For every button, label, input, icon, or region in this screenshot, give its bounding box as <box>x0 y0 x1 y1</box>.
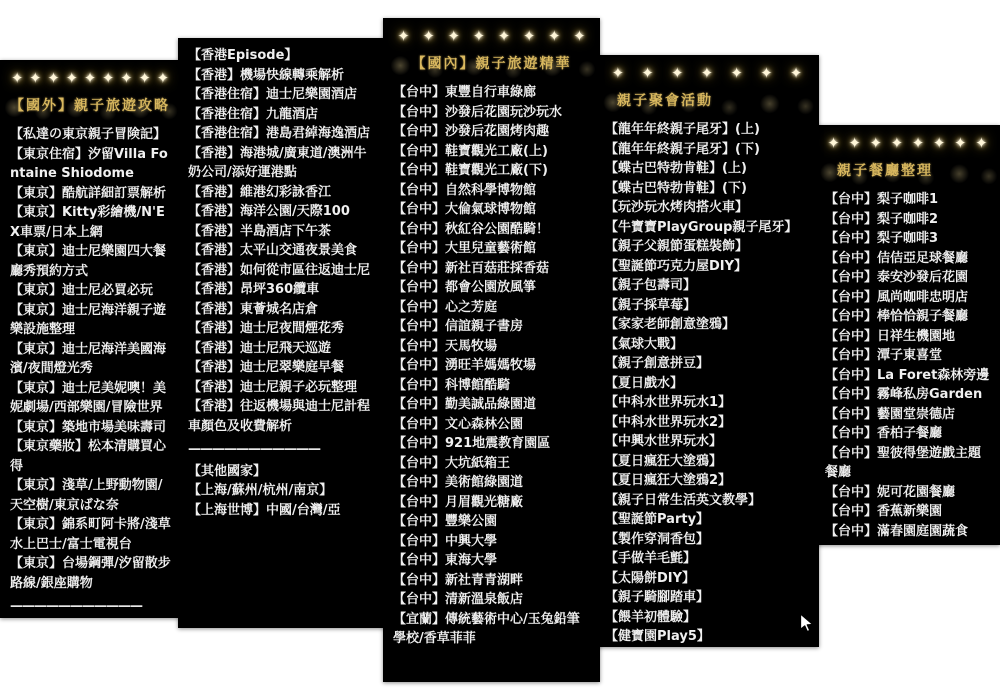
list-item-link[interactable]: 【蝶古巴特勃肯鞋】(上) <box>605 161 747 176</box>
panel-overseas-header <box>0 60 180 121</box>
list-item-link[interactable]: 【東京】迪士尼樂園四大餐廳秀預約方式 <box>10 244 167 279</box>
list-item-link[interactable]: 【台中】文心森林公園 <box>393 416 524 432</box>
list-item-link[interactable]: 【餵羊初體驗】 <box>605 609 697 625</box>
sparkle-light-icon: ✦ <box>29 68 42 87</box>
list-item-link[interactable]: 【東京】迪士尼海洋親子遊樂設施整理 <box>10 302 167 337</box>
panel-restaurants-header <box>815 125 1000 186</box>
list-item-link[interactable]: 【香港】迪士尼翠樂庭早餐 <box>188 360 345 375</box>
string-lights-icon <box>391 24 592 48</box>
list-item-link[interactable]: 【香港住宿】九龍酒店 <box>188 106 319 122</box>
list-item-link[interactable]: 【中科水世界玩水2】 <box>605 414 732 430</box>
list-item-link[interactable]: 【台中】中興大學 <box>393 533 498 549</box>
list-item-link[interactable]: 【氣球大戰】 <box>605 336 684 352</box>
list-item-link[interactable]: 【台中】天馬牧場 <box>393 338 498 354</box>
list-item-link[interactable]: 【台中】香柏子餐廳 <box>825 426 943 441</box>
list-item-link[interactable]: 【香港】東薈城名店倉 <box>188 301 319 317</box>
list-item-link[interactable]: 【牛寶寶PlayGroup親子尾牙】 <box>605 219 798 235</box>
panel-hongkong-episode <box>178 38 386 628</box>
list-item-link[interactable]: 【台中】鞋寶觀光工廠(下) <box>393 163 548 178</box>
string-lights-icon <box>8 66 172 90</box>
sparkle-light-icon: ✦ <box>789 63 803 82</box>
panel-domestic-family-travel <box>383 18 600 682</box>
sparkle-light-icon: ✦ <box>890 133 904 152</box>
list-item-link[interactable]: 【台中】秋紅谷公園酷騎！ <box>393 221 550 237</box>
list-item-link[interactable]: 【台中】佶佶亞足球餐廳 <box>825 250 969 266</box>
list-item-link[interactable]: 【上海世博】中國/台灣/亞 <box>188 502 341 518</box>
list-item-link[interactable]: 【香港】往返機場與迪士尼計程車顏色及收費解析 <box>188 399 371 434</box>
sparkle-light-icon: ✦ <box>138 68 151 87</box>
panel-gatherings-header <box>595 55 819 116</box>
list-item-link[interactable]: 【台中】大坑紙箱王 <box>393 455 511 471</box>
list-item-link[interactable]: 【台中】鞋寶觀光工廠(上) <box>393 143 548 159</box>
list-item-link[interactable]: 【上海/蘇州/杭州/南京】 <box>188 483 333 498</box>
list-item-link[interactable]: 【台中】東豐自行車綠廊 <box>393 85 537 100</box>
list-item-link[interactable]: 【龍年年終親子尾牙】(下) <box>605 141 760 157</box>
list-item-link[interactable]: 【夏日瘋狂大塗鴉2】 <box>605 473 732 488</box>
list-item-link[interactable]: 【台中】La Foret森林旁邊 <box>825 367 990 383</box>
sparkle-light-icon: ✦ <box>422 26 435 45</box>
list-item-link[interactable]: 【香港】昂坪360纜車 <box>188 282 320 297</box>
list-item-link[interactable]: 【台中】泰安沙發后花園 <box>825 270 969 285</box>
list-item-link[interactable]: 【香港】維港幻彩詠香江 <box>188 184 332 200</box>
list-item-link[interactable]: 【台中】清新溫泉飯店 <box>393 592 524 607</box>
list-item-link[interactable]: 【親子父親節蛋糕裝飾】 <box>605 239 749 254</box>
list-item-link[interactable]: 【台中】聖彼得堡遊戲主題餐廳 <box>825 445 982 480</box>
sparkle-light-icon: ✦ <box>83 68 97 87</box>
panel-family-restaurants <box>815 125 1000 545</box>
sparkle-light-icon: ✦ <box>911 133 925 152</box>
list-item-link[interactable]: 【台中】梨子咖啡1 <box>825 192 939 207</box>
list-item-link[interactable]: 【東京】迪士尼美妮噢！美妮劇場/西部樂園/冒險世界 <box>10 380 167 415</box>
list-item-link[interactable]: 【親子包壽司】 <box>605 278 697 293</box>
list-item-link[interactable]: 【台中】風尚咖啡忠明店 <box>825 289 969 305</box>
sparkle-light-icon: ✦ <box>869 133 883 152</box>
list-item-link[interactable]: 【香港】海洋公園/天際100 <box>188 204 350 219</box>
list-item-link[interactable]: 【東京】台場鋼彈/汐留散步路線/銀座購物 <box>10 556 171 591</box>
sparkle-light-icon: ✦ <box>101 68 115 87</box>
sparkle-light-icon: ✦ <box>975 133 988 152</box>
arrow-cursor-icon <box>795 612 817 634</box>
list-item-link[interactable]: 【香港】半島酒店下午茶 <box>188 223 332 239</box>
list-item-link[interactable]: 【東京藥妝】松本清購買心得 <box>10 439 167 474</box>
list-item-link[interactable]: 【台中】新社青青湖畔 <box>393 572 524 588</box>
list-item-link[interactable]: 【東京】築地市場美味壽司 <box>10 419 167 435</box>
list-item-link[interactable]: 【台中】心之芳庭 <box>393 299 498 315</box>
list-item-link[interactable]: 【親子騎腳踏車】 <box>605 590 710 605</box>
list-item-link[interactable]: 【東京】酷航詳細訂票解析 <box>10 185 167 201</box>
list-item-link[interactable]: 【台中】沙發后花園玩沙玩水 <box>393 104 563 120</box>
sparkle-light-icon: ✦ <box>548 26 561 45</box>
list-item-link[interactable]: 【宜蘭】傳統藝術中心/玉兔鉛筆學校/香草菲菲 <box>393 611 580 646</box>
sparkle-light-icon: ✦ <box>827 133 840 152</box>
list-item-link[interactable]: 【台中】棒恰恰親子餐廳 <box>825 309 969 324</box>
list-item-link[interactable]: 【台中】香蕉新樂園 <box>825 504 943 519</box>
list-item-link[interactable]: 【台中】大倫氣球博物館 <box>393 202 537 217</box>
list-item-link[interactable]: 【台中】大里兒童藝術館 <box>393 241 537 256</box>
list-item-link[interactable]: 【香港Episode】 <box>188 48 298 63</box>
sparkle-light-icon: ✦ <box>670 63 684 82</box>
sparkle-light-icon: ✦ <box>848 133 861 152</box>
list-item-link[interactable]: 【香港】機場快線轉乘解析 <box>188 67 345 83</box>
list-item-link[interactable]: 【香港住宿】港島君綽海逸酒店 <box>188 126 371 141</box>
sparkle-light-icon: ✦ <box>954 133 967 152</box>
list-item-link[interactable]: 【親子採草莓】 <box>605 297 697 313</box>
list-item-link[interactable]: 【台中】梨子咖啡3 <box>825 231 939 246</box>
panel-restaurants-title: 親子餐廳整理 <box>837 163 933 179</box>
panel-domestic-header <box>383 18 600 79</box>
sparkle-light-icon: ✦ <box>472 26 486 45</box>
list-item-link[interactable]: 【夏日戲水】 <box>605 375 684 391</box>
string-lights-icon <box>603 61 811 85</box>
list-item-link[interactable]: 【親子創意拼豆】 <box>605 356 710 371</box>
list-item-link[interactable]: 【太陽餅DIY】 <box>605 570 696 586</box>
panel-overseas-family-travel <box>0 60 180 618</box>
list-item-link[interactable]: 【台中】日祥生機園地 <box>825 328 956 344</box>
panel-overseas-list <box>0 121 180 618</box>
list-item-link[interactable]: 【聖誕節巧克力屋DIY】 <box>605 258 748 274</box>
list-item-link[interactable]: 【蝶古巴特勃肯鞋】(下) <box>605 180 747 196</box>
list-item-link[interactable]: 【香港】海港城/廣東道/澳洲牛奶公司/添好運港點 <box>188 145 367 180</box>
panel-restaurants-list <box>815 186 1000 545</box>
sparkle-light-icon: ✦ <box>522 26 536 45</box>
list-item-link[interactable]: 【台中】新社百菇莊採香菇 <box>393 260 550 276</box>
sparkle-light-icon: ✦ <box>65 68 79 87</box>
list-item-link[interactable]: 【香港住宿】迪士尼樂園酒店 <box>188 87 358 102</box>
divider-line: ——————————— <box>10 599 142 614</box>
list-item-link[interactable]: 【台中】東海大學 <box>393 553 498 568</box>
divider-line: ——————————— <box>188 442 320 457</box>
sparkle-light-icon: ✦ <box>397 26 410 45</box>
list-item-link[interactable]: 【台中】霧峰私房Garden <box>825 387 983 402</box>
list-item-link[interactable]: 【東京】迪士尼海洋美國海濱/夜間燈光秀 <box>10 341 167 376</box>
sparkle-light-icon: ✦ <box>156 68 170 87</box>
sparkle-light-icon: ✦ <box>573 26 586 45</box>
list-item-link[interactable]: 【龍年年終親子尾牙】(上) <box>605 122 760 137</box>
list-item-link[interactable]: 【東京】迪士尼必買必玩 <box>10 283 154 298</box>
sparkle-light-icon: ✦ <box>611 63 625 82</box>
list-item-link[interactable]: 【台中】潭子東喜堂 <box>825 348 943 363</box>
list-item-link[interactable]: 【台中】勤美誠品綠園道 <box>393 397 537 412</box>
sparkle-light-icon: ✦ <box>497 26 511 45</box>
list-item-link[interactable]: 【家家老師創意塗鴉】 <box>605 317 736 332</box>
sparkle-light-icon: ✦ <box>10 68 24 87</box>
list-item-link[interactable]: 【私達の東京親子冒険記】 <box>10 127 167 142</box>
list-item-link[interactable]: 【玩沙玩水烤肉搭火車】 <box>605 200 749 215</box>
panel-domestic-list <box>383 79 600 657</box>
list-item-link[interactable]: 【台中】信誼親子書房 <box>393 319 524 334</box>
panel-overseas-title: 【國外】親子旅遊攻略 <box>10 98 170 114</box>
list-item-link[interactable]: 【台中】滿春園庭園蔬食 <box>825 523 969 539</box>
list-item-link[interactable]: 【中興水世界玩水】 <box>605 434 723 449</box>
list-item-link[interactable]: 【香港】如何從市區往返迪士尼 <box>188 262 371 278</box>
list-item-link[interactable]: 【台中】月眉觀光糖廠 <box>393 494 524 510</box>
list-item-link[interactable]: 【台中】湧旺羊媽媽牧場 <box>393 358 537 373</box>
list-item-link[interactable]: 【東京】淺草/上野動物園/天空樹/東京ばな奈 <box>10 478 163 513</box>
panel-gatherings-list <box>595 116 819 647</box>
sparkle-light-icon: ✦ <box>120 68 133 87</box>
list-item-link[interactable]: 【台中】自然科學博物館 <box>393 182 537 198</box>
list-item-link[interactable]: 【台中】科博館酷騎 <box>393 377 511 393</box>
list-item-link[interactable]: 【親子日常生活英文教學】 <box>605 492 762 508</box>
list-item-link[interactable]: 【東京住宿】汐留Villa Fontaine Shiodome <box>10 146 168 181</box>
list-item-link[interactable]: 【其他國家】 <box>188 463 267 479</box>
sparkle-light-icon: ✦ <box>47 68 60 87</box>
list-item-link[interactable]: 【夏日瘋狂大塗鴉】 <box>605 453 723 469</box>
panel-gatherings-title: 親子聚會活動 <box>617 93 713 109</box>
list-item-link[interactable]: 【製作穿洞香包】 <box>605 531 710 547</box>
panel-family-gatherings <box>595 55 819 647</box>
list-item-link[interactable]: 【台中】豐樂公園 <box>393 514 498 529</box>
list-item-link[interactable]: 【東京】錦系町阿卡將/淺草水上巴士/富士電視台 <box>10 517 171 552</box>
list-item-link[interactable]: 【台中】沙發后花園烤肉趣 <box>393 124 550 139</box>
list-item-link[interactable]: 【香港】迪士尼飛天巡遊 <box>188 340 332 356</box>
list-item-link[interactable]: 【台中】都會公園放風箏 <box>393 280 537 295</box>
list-item-link[interactable]: 【台中】藝園堂崇德店 <box>825 406 956 422</box>
list-item-link[interactable]: 【香港】迪士尼夜間煙花秀 <box>188 321 345 336</box>
list-item-link[interactable]: 【台中】妮可花園餐廳 <box>825 484 956 500</box>
list-item-link[interactable]: 【香港】迪士尼親子必玩整理 <box>188 379 358 395</box>
list-item-link[interactable]: 【手做羊毛氈】 <box>605 551 697 566</box>
panel-hongkong-list <box>178 38 386 528</box>
list-item-link[interactable]: 【台中】梨子咖啡2 <box>825 211 939 227</box>
list-item-link[interactable]: 【香港】太平山交通夜景美食 <box>188 243 358 258</box>
string-lights-icon <box>823 131 992 155</box>
list-item-link[interactable]: 【台中】美術館綠園道 <box>393 475 524 490</box>
list-item-link[interactable]: 【台中】921地震教育園區 <box>393 436 551 451</box>
sparkle-light-icon: ✦ <box>932 133 946 152</box>
list-item-link[interactable]: 【中科水世界玩水1】 <box>605 395 732 410</box>
sparkle-light-icon: ✦ <box>641 63 654 82</box>
panel-domestic-title: 【國內】親子旅遊精華 <box>411 56 572 72</box>
list-item-link[interactable]: 【東京】Kitty彩繪機/N'EX車票/日本上網 <box>10 205 165 240</box>
list-item-link[interactable]: 【健寶園Play5】 <box>605 629 710 644</box>
sparkle-light-icon: ✦ <box>730 63 743 82</box>
sparkle-light-icon: ✦ <box>447 26 461 45</box>
sparkle-light-icon: ✦ <box>700 63 714 82</box>
list-item-link[interactable]: 【聖誕節Party】 <box>605 512 710 527</box>
sparkle-light-icon: ✦ <box>760 63 773 82</box>
